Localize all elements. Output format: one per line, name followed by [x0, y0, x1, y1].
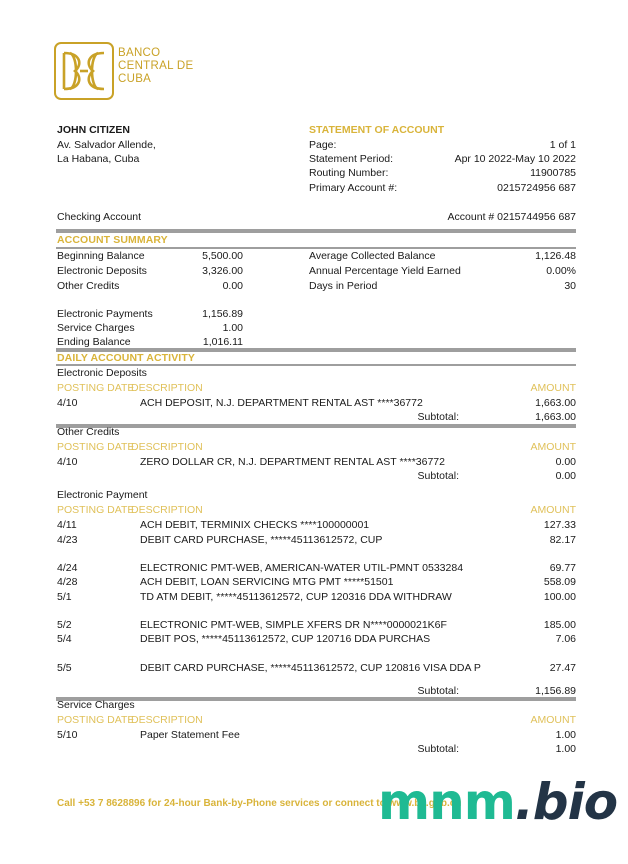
transaction-amount: 185.00 [543, 619, 576, 631]
summary-row [309, 280, 576, 294]
account-number: Account # 0215744956 687 [447, 211, 576, 223]
transaction-row [57, 561, 576, 575]
divider [56, 364, 576, 366]
col-description: DESCRIPTION [131, 382, 203, 394]
transaction-date: 4/24 [57, 562, 78, 574]
col-amount: AMOUNT [530, 714, 576, 726]
subtotal-label: Subtotal: [417, 743, 459, 755]
transaction-amount: 100.00 [543, 591, 576, 603]
transaction-amount: 0.00 [555, 456, 576, 468]
field-value: Apr 10 2022-May 10 2022 [454, 153, 576, 165]
col-description: DESCRIPTION [131, 714, 203, 726]
transaction-date: 4/23 [57, 534, 78, 546]
col-amount: AMOUNT [530, 504, 576, 516]
account-type: Checking Account [57, 211, 142, 223]
transaction-description: ELECTRONIC PMT-WEB, SIMPLE XFERS DR N****0000021K6F [140, 619, 447, 631]
transaction-date: 5/10 [57, 729, 78, 741]
transaction-description: DEBIT POS, *****45113612572, CUP 120716 DDA PURCHAS [140, 633, 431, 645]
bank-name-line: CUBA [118, 73, 152, 85]
activity-section-name: Electronic Deposits [57, 367, 147, 379]
transaction-amount: 69.77 [549, 562, 576, 574]
transaction-description: DEBIT CARD PURCHASE, *****45113612572, CUP 120816 VISA DDA P [140, 662, 481, 674]
summary-row [309, 250, 576, 264]
field-label: Routing Number: [309, 167, 389, 179]
column-headers [57, 440, 576, 454]
transaction-date: 4/10 [57, 397, 78, 409]
transaction-date: 5/1 [57, 591, 72, 603]
bank-logo-mark [54, 42, 114, 100]
col-amount: AMOUNT [530, 441, 576, 453]
transaction-row [57, 518, 576, 532]
subtotal-row [57, 684, 576, 698]
bank-name-line: BANCO [118, 47, 161, 59]
subtotal-label: Subtotal: [417, 685, 459, 697]
transaction-amount: 1,663.00 [535, 397, 576, 409]
col-posting-date: POSTING DATE [57, 714, 135, 726]
transaction-row [57, 632, 576, 646]
subtotal-value: 1.00 [555, 743, 576, 755]
field-label: Statement Period: [309, 153, 394, 165]
transaction-row [57, 455, 576, 469]
col-description: DESCRIPTION [131, 441, 203, 453]
transaction-date: 4/11 [57, 519, 77, 531]
transaction-description: ACH DEBIT, TERMINIX CHECKS ****100000001 [140, 519, 370, 531]
customer-address-line1: Av. Salvador Allende, [57, 139, 156, 151]
col-posting-date: POSTING DATE [57, 382, 135, 394]
summary-value: 30 [564, 280, 576, 292]
bank-name-line: CENTRAL DE [118, 60, 194, 72]
col-description: DESCRIPTION [131, 504, 203, 516]
divider [56, 247, 576, 249]
summary-label: Other Credits [57, 280, 120, 292]
col-posting-date: POSTING DATE [57, 504, 135, 516]
transaction-row [57, 575, 576, 589]
customer-name: JOHN CITIZEN [57, 124, 130, 136]
summary-row [309, 265, 576, 279]
summary-value: 0.00 [222, 280, 243, 292]
subtotal-row [57, 742, 576, 756]
statement-title: STATEMENT OF ACCOUNT [309, 124, 445, 136]
summary-value: 1,126.48 [535, 250, 576, 262]
transaction-date: 5/4 [57, 633, 72, 645]
statement-field [309, 167, 576, 179]
summary-row [57, 250, 243, 264]
transaction-amount: 1.00 [555, 729, 576, 741]
field-label: Page: [309, 139, 337, 151]
transaction-amount: 7.06 [555, 633, 576, 645]
subtotal-row [57, 469, 576, 483]
field-label: Primary Account #: [309, 182, 398, 194]
summary-label: Annual Percentage Yield Earned [309, 265, 461, 277]
statement-field [309, 182, 576, 194]
subtotal-value: 1,663.00 [535, 411, 576, 423]
summary-row [57, 280, 243, 294]
activity-section-name: Electronic Payment [57, 489, 148, 501]
column-headers [57, 381, 576, 395]
transaction-row [57, 590, 576, 604]
transaction-description: TD ATM DEBIT, *****45113612572, CUP 120316 DDA WITHDRAW [140, 591, 452, 603]
subtotal-label: Subtotal: [417, 470, 459, 482]
transaction-date: 4/28 [57, 576, 78, 588]
summary-label: Average Collected Balance [309, 250, 436, 262]
transaction-row [57, 533, 576, 547]
watermark [378, 772, 617, 832]
summary-value: 3,326.00 [202, 265, 243, 277]
watermark-part1: mnm [378, 773, 515, 831]
transaction-description: DEBIT CARD PURCHASE, *****45113612572, CUP [140, 534, 383, 546]
summary-row [57, 322, 243, 336]
transaction-description: Paper Statement Fee [140, 729, 240, 741]
summary-value: 0.00% [546, 265, 576, 277]
col-amount: AMOUNT [530, 382, 576, 394]
summary-label: Service Charges [57, 322, 135, 334]
transaction-row [57, 396, 576, 410]
summary-label: Electronic Deposits [57, 265, 147, 277]
field-value: 11900785 [530, 167, 576, 179]
subtotal-row [57, 410, 576, 424]
summary-label: Electronic Payments [57, 308, 153, 320]
summary-label: Days in Period [309, 280, 378, 292]
transaction-date: 4/10 [57, 456, 78, 468]
subtotal-label: Subtotal: [417, 411, 459, 423]
summary-row [57, 308, 243, 322]
summary-value: 1,156.89 [202, 308, 243, 320]
activity-section-name: Other Credits [57, 426, 120, 438]
statement-field [309, 153, 576, 165]
subtotal-value: 1,156.89 [535, 685, 576, 697]
divider [56, 229, 576, 233]
bcc-monogram-icon [56, 44, 112, 98]
transaction-description: ACH DEBIT, LOAN SERVICING MTG PMT *****51501 [140, 576, 394, 588]
transaction-date: 5/2 [57, 619, 72, 631]
summary-label: Beginning Balance [57, 250, 145, 262]
transaction-row [57, 661, 576, 675]
column-headers [57, 713, 576, 727]
activity-section-name: Service Charges [57, 699, 135, 711]
transaction-description: ZERO DOLLAR CR, N.J. DEPARTMENT RENTAL AST ****36772 [140, 456, 445, 468]
bank-name [118, 47, 193, 86]
customer-address-line2: La Habana, Cuba [57, 153, 140, 165]
transaction-amount: 558.09 [543, 576, 576, 588]
summary-label: Ending Balance [57, 336, 131, 348]
transaction-row [57, 618, 576, 632]
transaction-amount: 27.47 [549, 662, 576, 674]
account-summary-title: ACCOUNT SUMMARY [57, 234, 168, 246]
daily-activity-title: DAILY ACCOUNT ACTIVITY [57, 352, 195, 364]
watermark-part2: .bio [514, 773, 618, 831]
summary-value: 1,016.11 [202, 336, 243, 348]
transaction-description: ACH DEPOSIT, N.J. DEPARTMENT RENTAL AST ****36772 [140, 397, 423, 409]
subtotal-value: 0.00 [555, 470, 576, 482]
statement-field [309, 139, 576, 151]
transaction-row [57, 728, 576, 742]
transaction-amount: 127.33 [543, 519, 576, 531]
summary-row [57, 265, 243, 279]
transaction-amount: 82.17 [549, 534, 576, 546]
summary-value: 5,500.00 [202, 250, 243, 262]
footer-contact: Call +53 7 8628896 for 24-hour Bank-by-Phone services or connect to www.bc.gob.cu [57, 798, 462, 809]
field-value: 0215724956 687 [497, 182, 576, 194]
transaction-description: ELECTRONIC PMT-WEB, AMERICAN-WATER UTIL-PMNT 0533284 [140, 562, 464, 574]
summary-value: 1.00 [222, 322, 243, 334]
column-headers [57, 503, 576, 517]
transaction-date: 5/5 [57, 662, 72, 674]
divider [56, 424, 576, 428]
col-posting-date: POSTING DATE [57, 441, 135, 453]
field-value: 1 of 1 [549, 139, 576, 151]
